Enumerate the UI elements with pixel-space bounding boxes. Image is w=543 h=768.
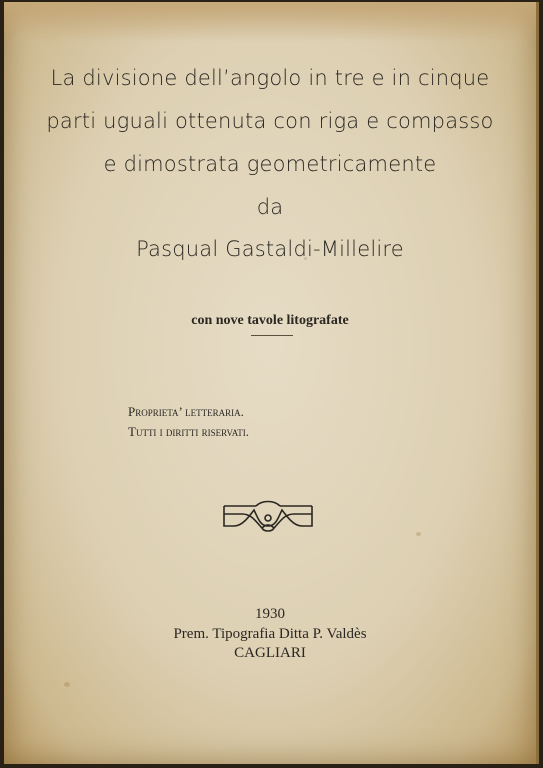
title-line-da: da: [256, 195, 284, 219]
rights-notice: [128, 402, 249, 442]
publication-year: 1930: [255, 606, 285, 622]
author-name: Pasqual Gastaldi-Millelire: [136, 237, 404, 261]
title-line-2: parti uguali ottenuta con riga e compasso: [46, 109, 494, 133]
printer-name: Prem. Tipografia Ditta P. Valdès: [173, 626, 367, 642]
book-cover-page: [4, 2, 539, 764]
rights-line-2: Tutti i diritti riservati.: [128, 424, 250, 439]
paper-speck: [64, 682, 70, 687]
subtitle: con nove tavole litografate: [191, 313, 349, 328]
title-line-1: La divisione dell’angolo in tre e in cinque: [50, 66, 490, 90]
publication-city: CAGLIARI: [234, 645, 306, 661]
paper-stain: [4, 2, 536, 42]
rights-line-1: Proprieta’ letteraria.: [128, 404, 244, 419]
art-nouveau-ornament-icon: [222, 496, 314, 541]
divider-rule: [251, 335, 293, 336]
paper-speck: [416, 532, 421, 536]
title-line-3: e dimostrata geometricamente: [103, 152, 437, 176]
